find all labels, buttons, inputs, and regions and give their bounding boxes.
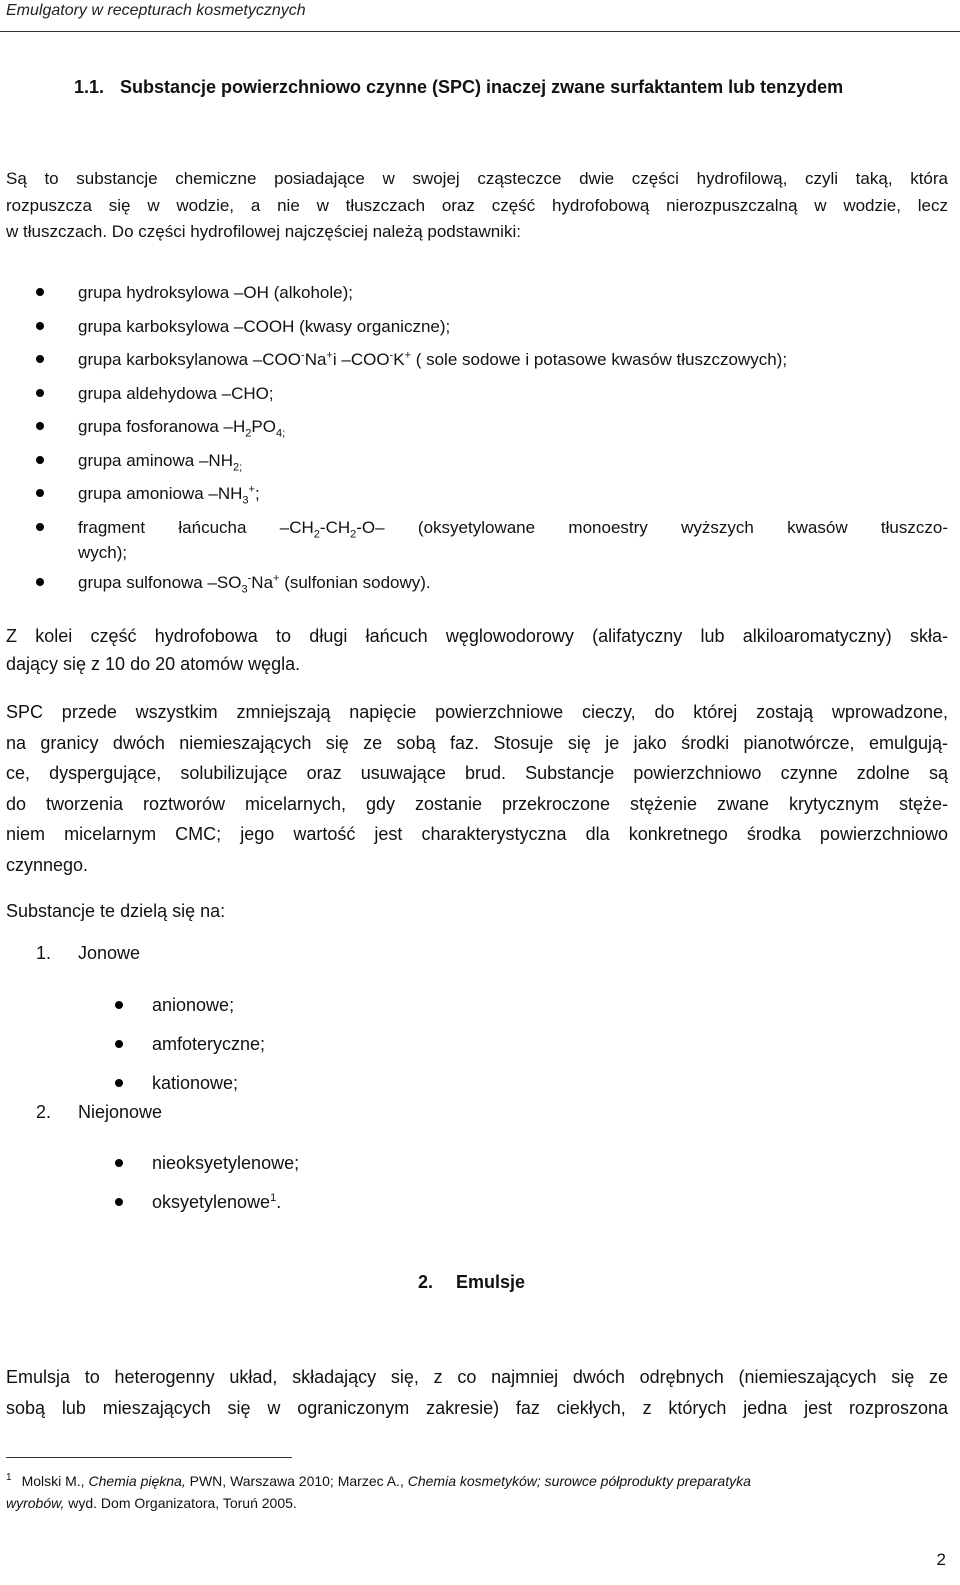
bullet-icon (36, 288, 44, 296)
list-item: grupa aminowa $-NH_{2;}$ (30, 444, 948, 478)
list-item: grupa fosforanowa $-H_2PO_{4;}$ (30, 410, 948, 444)
bullet-icon (36, 355, 44, 363)
list-item: grupa sulfonowa $-SO_3^-Na^+$ (sulfonian sodowy). (30, 566, 948, 600)
list-item: grupa hydroksylowa –OH (alkohole); (30, 276, 948, 310)
spc-line-4: do tworzenia roztworów micelarnych, gdy zostanie przekroczone stężenie zwane krytycznym stęże- (6, 793, 948, 814)
list-item: grupa amoniowa $-NH_3^+$; (30, 477, 948, 511)
emulsion-line-2: sobą lub mieszających się w ograniczonym zakresie) faz ciekłych, z których jedna jest rozproszona (6, 1398, 948, 1418)
bullet-icon (36, 456, 44, 464)
list-item: kationowe; (106, 1064, 606, 1103)
hydrophobic-line-2: dający się z 10 do 20 atomów węgla. (6, 654, 301, 674)
bullet-icon (36, 523, 44, 531)
section-heading (74, 77, 843, 98)
header-rule (0, 31, 960, 32)
spc-line-5: niem micelarnym CMC; jego wartość jest charakterystyczna dla konkretnego środka powierzchniowo (6, 824, 948, 844)
chapter-title: Emulsje (456, 1272, 526, 1292)
list-item: fragment łańcucha $-CH_2-CH_2-O-$ (oksyetylowane monoestry wyższych kwasów tłuszczo- wych); (30, 511, 948, 567)
spc-line-6: czynnego. (6, 854, 89, 875)
division-intro: Substancje te dzielą się na: (6, 901, 226, 921)
bullet-icon (115, 1001, 123, 1009)
list-item: oksyetylenowe$^1$. (106, 1183, 606, 1222)
intro-line-1: Są to substancje chemiczne posiadające w swojej cząsteczce dwie części hydrofilową, czyli taką, która (6, 169, 948, 188)
chapter-number: 2. (418, 1272, 434, 1292)
hydrophobic-line-1: Z kolei część hydrofobowa to długi łańcuch węglowodorowy (alifatyczny lub alkiloaromatyczny) skła- (6, 626, 948, 646)
intro-line-2: rozpuszcza się w wodzie, a nie w tłuszczach oraz część hydrofobową nierozpuszczalną w wodzie, lecz (6, 195, 948, 215)
bullet-icon (115, 1159, 123, 1167)
section-number: 1.1. (74, 77, 105, 97)
list-item: grupa aldehydowa –CHO; (30, 377, 948, 411)
footnote-mark: 1 (6, 1472, 12, 1484)
list-item: amfoteryczne; (106, 1025, 606, 1064)
spc-line-2: na granicy dwóch niemieszających się ze sobą faz. Stosuje się je jako środki pianotwórcze, emulgują- (6, 732, 948, 753)
intro-line-3: w tłuszczach. Do części hydrofilowej najczęściej należą podstawniki: (6, 222, 521, 241)
numbered-item-nonionic: 2. Niejonowe (36, 1102, 163, 1122)
bullet-icon (36, 578, 44, 586)
section-title: Substancje powierzchniowo czynne (SPC) inaczej zwane surfaktantem lub tenzydem (120, 77, 844, 97)
footnote: $^1$ Molski M., Chemia piękna, PWN, Warszawa 2010; Marzec A., Chemia kosmetyków; surowce półprodukty preparatyka wyrobów, wyd. Dom Organizatora, Toruń 2005. (6, 1472, 751, 1511)
bullet-icon (115, 1079, 123, 1087)
nonionic-sublist (106, 1144, 606, 1222)
list-item: grupa karboksylowa –COOH (kwasy organiczne); (30, 310, 948, 344)
bullet-icon (115, 1040, 123, 1048)
page-number: 2 (936, 1550, 946, 1569)
bullet-icon (36, 489, 44, 497)
bullet-icon (36, 322, 44, 330)
emulsion-line-1: Emulsja to heterogenny układ, składający się, z co najmniej dwóch odrębnych (niemieszających się ze (6, 1367, 948, 1387)
chapter-heading (418, 1272, 525, 1293)
list-item: anionowe; (106, 986, 606, 1025)
list-item: grupa karboksylanowa –COO-Na+i –COO-K+ ( sole sodowe i potasowe kwasów tłuszczowych); (30, 343, 948, 377)
hydrophobic-paragraph (6, 622, 948, 678)
intro-paragraph (6, 166, 948, 246)
spc-paragraph (6, 697, 948, 880)
bullet-icon (115, 1198, 123, 1206)
hydrophilic-groups-list (30, 276, 948, 600)
numbered-item-ionic: 1. Jonowe (36, 943, 141, 963)
spc-line-3: ce, dyspergujące, solubilizujące oraz usuwające brud. Substancje powierzchniowo czynne zdolne są (6, 763, 948, 783)
spc-line-1: SPC przede wszystkim zmniejszają napięcie powierzchniowe cieczy, do której zostają wprowadzone, (6, 702, 948, 722)
running-header: Emulgatory w recepturach kosmetycznych (6, 2, 306, 19)
bullet-icon (36, 389, 44, 397)
list-item: nieoksyetylenowe; (106, 1144, 606, 1183)
footnote-separator (6, 1457, 292, 1458)
bullet-icon (36, 422, 44, 430)
ionic-sublist (106, 986, 606, 1103)
emulsion-paragraph (6, 1362, 948, 1424)
footnote-reference[interactable]: 1 (270, 1192, 277, 1204)
